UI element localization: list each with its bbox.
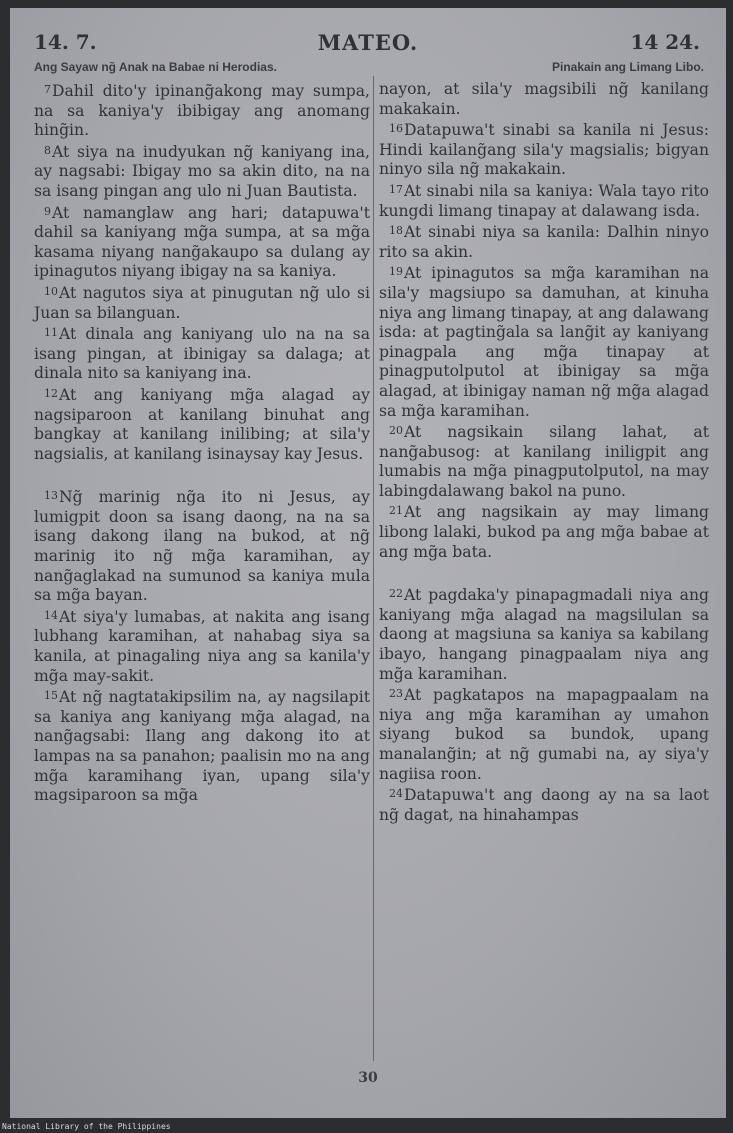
verse-paragraph — [379, 684, 709, 784]
scanned-page — [10, 8, 726, 1118]
verse-text: At ng̃ nagtatakipsilim na, ay nagsilapit sa kaniya ang kaniyang mg̃a alagad, na nang̃agsabi: Ilang ang dakong ito at lampas na sa panahon; paalisin mo na ang mg̃a karamihang iyan, upang sila'y magsiparoon sa mg̃a — [34, 688, 370, 805]
verse-paragraph — [34, 686, 370, 806]
verse-text: nayon, at sila'y magsibili ng̃ kanilang makakain. — [379, 80, 709, 118]
verse-text: At pagkatapos na mapagpaalam na niya ang mg̃a karamihan ay umahon siyang bukod sa bundok, upang manalang̃in; at ng̃ gumabi na, ay siya'y nagiisa roon. — [379, 686, 709, 783]
verse-paragraph — [379, 421, 709, 501]
verse-text: At dinala ang kaniyang ulo na na sa isang pingan, at ibinigay sa dalaga; at dinala nito sa kaniyang ina. — [34, 325, 370, 383]
library-credit: National Library of the Philippines — [2, 1122, 171, 1131]
verse-number: 9 — [44, 204, 51, 218]
verse-paragraph — [379, 80, 709, 119]
verse-paragraph — [34, 141, 370, 202]
verse-text: Dahil dito'y ipinang̃akong may sumpa, na sa kaniya'y ibibigay ang anomang hing̃in. — [34, 82, 370, 140]
verse-number: 24 — [389, 787, 403, 801]
verse-paragraph — [379, 119, 709, 180]
verse-text: At ipinagutos sa mg̃a karamihan na sila'y magsiupo sa damuhan, at kinuha niya ang limang tinapay, at ang dalawang isda: at pagting̃ala sa lang̃it ay kaniyang pinagpala ang mg̃a tinapay at pinagputolputol at ibinigay sa mg̃a alagad, at ibinigay naman ng̃ mg̃a alagad sa mg̃a karamihan. — [379, 264, 709, 420]
verse-number: 7 — [44, 83, 51, 96]
verse-text: At sinabi nila sa kaniya: Wala tayo rito kungdi limang tinapay at dalawang isda. — [379, 181, 709, 220]
verse-text: At sinabi niya sa kanila: Dalhin ninyo rito sa akin. — [379, 223, 709, 261]
verse-number: 22 — [389, 587, 403, 601]
verse-number: 13 — [44, 489, 58, 503]
verse-text: At nagsikain silang lahat, at nang̃abusog: at kanilang iniligpit ang lumabis na mg̃a pinagputolputol, na may labingdalawang bakol na puno. — [379, 423, 709, 500]
verse-paragraph — [34, 202, 370, 282]
verse-number: 23 — [389, 687, 403, 701]
page-number: 30 — [358, 1070, 378, 1086]
verse-paragraph — [379, 262, 709, 421]
column-divider — [373, 76, 374, 1061]
verse-paragraph — [379, 784, 709, 825]
verse-text: Datapuwa't ang daong ay na sa laot ng̃ dagat, na hinahampas — [379, 786, 709, 824]
verse-paragraph — [34, 606, 370, 686]
chapter-verse-start: 14. 7. — [34, 30, 97, 54]
right-text-column — [379, 80, 709, 1080]
verse-paragraph — [379, 584, 709, 684]
verse-paragraph — [379, 180, 709, 221]
verse-number: 18 — [389, 224, 403, 238]
verse-text: At ang kaniyang mg̃a alagad ay nagsiparoon at kanilang binuhat ang bangkay at kanilang inilibing; at sila'y nagsialis, at kanilang isinaysay kay Jesus. — [34, 385, 370, 463]
verse-number: 10 — [44, 284, 58, 298]
paragraph-gap — [379, 562, 709, 584]
verse-number: 16 — [389, 122, 403, 136]
verse-text: At siya'y lumabas, at nakita ang isang lubhang karamihan, at nahabag siya sa kanila, at pinagaling niya ang sa kanila'y mg̃a may-sakit. — [34, 607, 370, 685]
verse-number: 15 — [44, 689, 58, 703]
verse-number: 20 — [389, 424, 403, 438]
verse-number: 8 — [44, 143, 51, 157]
verse-paragraph — [34, 282, 370, 323]
verse-text: At namanglaw ang hari; datapuwa't dahil sa kaniyang mg̃a sumpa, at sa mg̃a kasama niyang nang̃akaupo sa dulang ay ipinagutos niyang ibigay na sa kaniya. — [34, 203, 370, 281]
right-section-heading: Pinakain ang Limang Libo. — [551, 60, 704, 74]
verse-paragraph — [379, 501, 709, 562]
verse-number: 21 — [389, 504, 403, 518]
verse-text: At pagdaka'y pinapagmadali niya ang kaniyang mg̃a alagad na magsilulan sa daong at magsiuna sa kaniya sa kabilang ibayo, hangang pinagpaalam niya ang mg̃a karamihan. — [379, 586, 709, 683]
verse-number: 17 — [389, 182, 403, 196]
verse-paragraph — [34, 486, 370, 606]
verse-paragraph — [34, 80, 370, 141]
paragraph-gap — [34, 464, 370, 486]
chapter-verse-end: 14 24. — [630, 30, 700, 54]
verse-text: Datapuwa't sinabi sa kanila ni Jesus: Hindi kailang̃ang sila'y magsialis; bigyan ninyo sila ng̃ makakain. — [379, 121, 709, 179]
verse-paragraph — [34, 384, 370, 464]
verse-number: 12 — [44, 386, 58, 400]
left-section-heading: Ang Sayaw ng̃ Anak na Babae ni Herodias. — [34, 60, 277, 74]
verse-text: Ng̃ marinig ng̃a ito ni Jesus, ay lumigpit doon sa isang daong, na na sa isang dakong ilang na bukod, at ng̃ marinig ito ng̃ mg̃a karamihan, ay nang̃aglakad na sumunod sa kaniya mula sa mg̃a bayan. — [34, 488, 370, 605]
verse-number: 19 — [389, 265, 403, 279]
page-title: MATEO. — [317, 30, 419, 55]
verse-text: At ang nagsikain ay may limang libong lalaki, bukod pa ang mg̃a babae at ang mg̃a bata. — [379, 503, 709, 561]
verse-paragraph — [379, 221, 709, 262]
verse-number: 11 — [44, 326, 58, 340]
verse-text: At nagutos siya at pinugutan ng̃ ulo si Juan sa bilanguan. — [34, 283, 370, 322]
verse-number: 14 — [44, 608, 58, 622]
left-text-column — [34, 80, 370, 1080]
verse-text: At siya na inudyukan ng̃ kaniyang ina, ay nagsabi: Ibigay mo sa akin dito, na na sa isang pingan ang ulo ni Juan Bautista. — [34, 142, 370, 200]
verse-paragraph — [34, 323, 370, 384]
